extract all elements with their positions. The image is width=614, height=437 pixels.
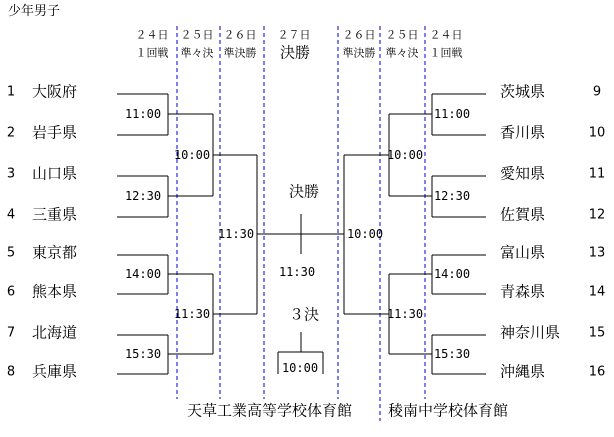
- team-seed: 3: [6, 166, 16, 182]
- final-time: 11:30: [278, 265, 316, 279]
- team-name: 沖縄県: [500, 362, 546, 381]
- column-header-date: ２４日: [135, 28, 169, 42]
- column-header-round: １回戦: [135, 46, 169, 60]
- team-name: 香川県: [500, 123, 546, 142]
- team-name: 佐賀県: [500, 205, 546, 224]
- column-header-round: 準決勝: [342, 46, 376, 60]
- column-header-round: 準々決: [180, 46, 214, 60]
- match-time-quarterfinal: 10:00: [173, 148, 211, 162]
- team-name: 兵庫県: [32, 362, 78, 381]
- team-seed: 16: [588, 364, 606, 380]
- column-header-date: ２５日: [385, 28, 419, 42]
- team-seed: 6: [6, 284, 16, 300]
- team-name: 茨城県: [500, 82, 546, 101]
- match-time-semifinal: 10:00: [346, 227, 384, 241]
- venue-label-left: 天草工業高等学校体育館: [187, 401, 353, 420]
- match-time-quarterfinal: 10:00: [386, 148, 424, 162]
- team-name: 青森県: [500, 282, 546, 301]
- venue-label-right: 稜南中学校体育館: [388, 401, 509, 420]
- team-name: 大阪府: [32, 82, 78, 101]
- team-name: 岩手県: [32, 123, 78, 142]
- column-header-round: 準々決: [385, 46, 419, 60]
- team-seed: 5: [6, 245, 16, 261]
- match-time-quarterfinal: 11:30: [386, 307, 424, 321]
- match-time-round1: 11:00: [433, 107, 471, 121]
- column-header-round: 決勝: [279, 43, 311, 62]
- team-seed: 13: [588, 245, 606, 261]
- match-time-round1: 12:30: [433, 189, 471, 203]
- team-name: 北海道: [32, 323, 78, 342]
- match-time-quarterfinal: 11:30: [173, 307, 211, 321]
- team-name: 愛知県: [500, 164, 546, 183]
- column-header-date: ２６日: [223, 28, 257, 42]
- match-time-round1: 15:30: [124, 347, 162, 361]
- team-seed: 1: [6, 84, 16, 100]
- column-header-round: 準決勝: [223, 46, 257, 60]
- third-place-time: 10:00: [281, 361, 319, 375]
- column-header-round: １回戦: [429, 46, 463, 60]
- third-place-label: ３決: [288, 305, 320, 324]
- column-header-date: ２５日: [180, 28, 214, 42]
- match-time-round1: 14:00: [124, 267, 162, 281]
- team-seed: 9: [592, 84, 602, 100]
- team-seed: 15: [588, 325, 606, 341]
- team-name: 山口県: [32, 164, 78, 183]
- team-seed: 14: [588, 284, 606, 300]
- team-name: 神奈川県: [500, 323, 561, 342]
- page-title: 少年男子: [8, 4, 61, 19]
- team-seed: 4: [6, 207, 16, 223]
- team-name: 三重県: [32, 205, 78, 224]
- match-time-round1: 11:00: [124, 107, 162, 121]
- team-seed: 12: [588, 207, 606, 223]
- team-name: 熊本県: [32, 282, 78, 301]
- match-time-round1: 15:30: [433, 347, 471, 361]
- column-header-date: ２６日: [342, 28, 376, 42]
- team-seed: 8: [6, 364, 16, 380]
- column-header-date: ２７日: [277, 28, 311, 42]
- team-name: 東京都: [32, 243, 78, 262]
- team-name: 富山県: [500, 243, 546, 262]
- match-time-round1: 12:30: [124, 189, 162, 203]
- team-seed: 7: [6, 325, 16, 341]
- team-seed: 11: [588, 166, 606, 182]
- team-seed: 10: [588, 125, 606, 141]
- match-time-semifinal: 11:30: [217, 227, 255, 241]
- final-label: 決勝: [288, 182, 320, 201]
- match-time-round1: 14:00: [433, 267, 471, 281]
- final-match-lines: [257, 214, 344, 254]
- team-seed: 2: [6, 125, 16, 141]
- column-header-date: ２４日: [429, 28, 463, 42]
